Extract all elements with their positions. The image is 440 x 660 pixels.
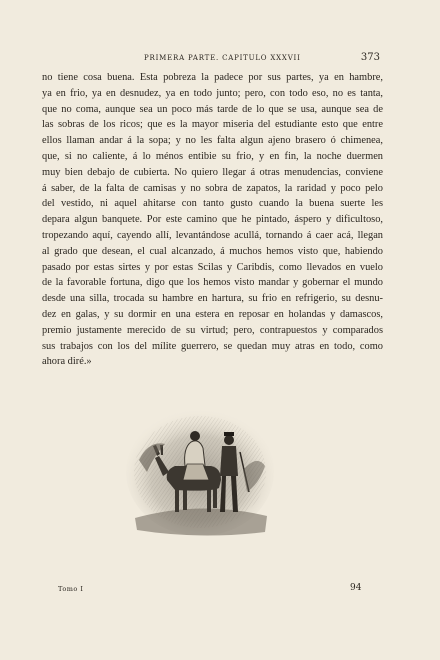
running-title: PRIMERA PARTE. CAPITULO XXXVII — [144, 54, 301, 62]
text-line: pasado por estas sirtes y por estas Scilas y Caribdis, como llevados en vuelo — [42, 261, 383, 273]
text-line: muy bien debajo de cubierta. No quiero llegar á otras menudencias, conviene — [42, 166, 383, 178]
signature-mark: 94 — [350, 583, 362, 593]
text-line: sus trabajos con los del mílite guerrero, se quedan muy atras en todo, como — [42, 340, 383, 352]
text-line: dez en galas, y su dormir en una estera en reposar en holandas y damascos, — [42, 308, 383, 320]
engraving-travellers-icon — [125, 400, 275, 540]
page-number: 373 — [360, 52, 380, 63]
text-line: las sobras de los ricos; que es la mayor miseria del estudiante esto que entre — [42, 119, 383, 131]
volume-label: Tomo I — [58, 585, 84, 593]
text-line: desde una silla, trocada su hambre en hartura, su frio en refrigerio, su desnu- — [42, 293, 383, 305]
body-text — [42, 70, 383, 370]
text-line: tropezando aquí, cayendo allí, levantándose acullá, tornando á caer acá, llegan — [42, 229, 383, 241]
text-line: depara algun banquete. Por este camino que he pintado, áspero y dificultoso, — [42, 214, 383, 226]
text-line: que, si no caliente, á lo ménos entibie su frio, y en fin, la noche duermen — [42, 150, 383, 162]
engraving-illustration — [125, 400, 275, 540]
page-header — [42, 52, 380, 66]
text-line: que no coma, aunque sea un poco más tarde de lo que se usa, aunque sea de — [42, 103, 383, 115]
text-line: de la favorable fortuna, digo que los hemos visto mandar y gobernar el mundo — [42, 277, 383, 289]
text-line: ya en frio, ya en desnudez, ya en todo junto; pero, con todo eso, no es tanta, — [42, 87, 383, 99]
text-line: no tiene cosa buena. Esta pobreza la padece por sus partes, ya en hambre, — [42, 72, 383, 83]
text-line: ellos llaman andar á la sopa; y no les falta algun ajeno brasero ó chimenea, — [42, 135, 383, 147]
text-line-last: ahora diré.» — [42, 356, 92, 368]
text-line: premio justamente merecido de su virtud; pero, contrapuestos y comparados — [42, 324, 383, 336]
text-line: á saber, de la falta de camisas y no sobra de zapatos, la raridad y poco pelo — [42, 182, 383, 194]
page-footer — [42, 582, 380, 594]
text-line: del vestido, ni aquel ahitarse con tanto gusto cuando la buena suerte les — [42, 198, 383, 210]
text-line: al grado que desean, el cual alcanzado, á muchos hemos visto que, habiendo — [42, 245, 383, 257]
